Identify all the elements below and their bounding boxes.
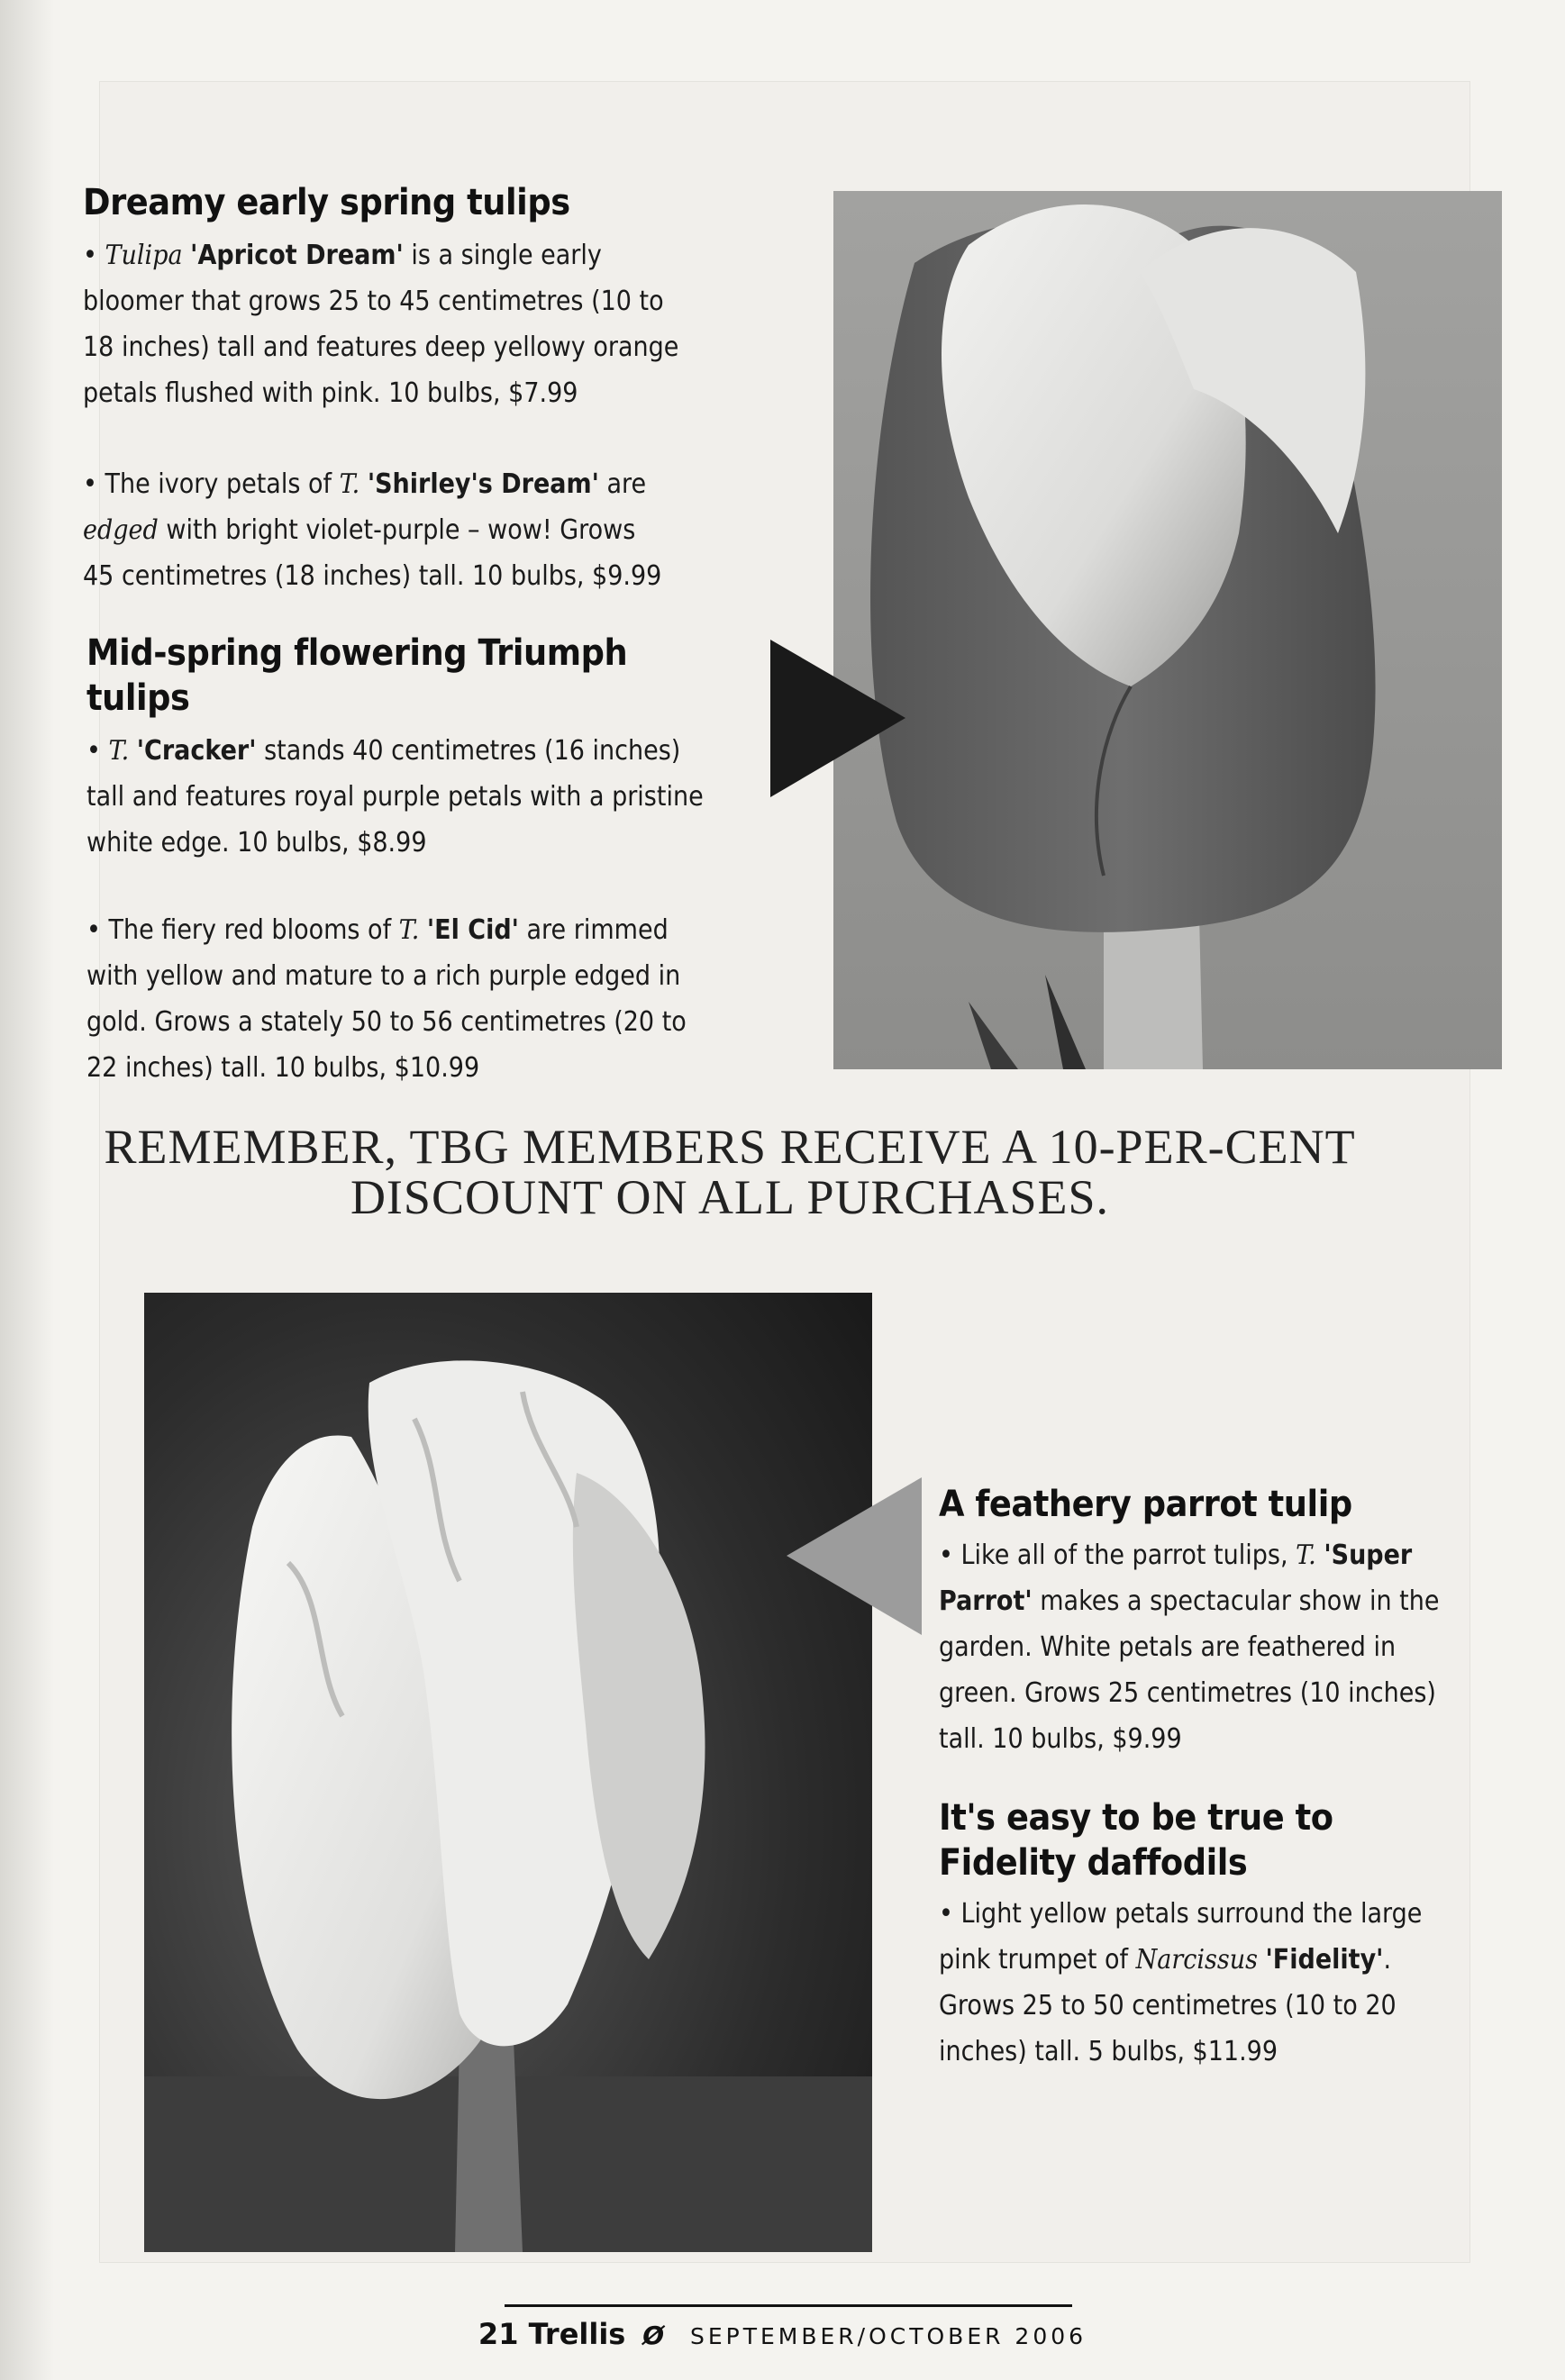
banner-line-1: REMEMBER, TBG MEMBERS RECEIVE A 10-PER-CENT: [104, 1120, 1356, 1174]
el-cid-description: • The fiery red blooms of T. 'El Cid' are rimmed with yellow and mature to a rich purple edged in gold. Grows a stately 50 to 56 centimetres (20 to 22 inches) tall. 10 bulbs, $10.99: [86, 914, 687, 1084]
apricot-dream-description: • Tulipa 'Apricot Dream' is a single early bloomer that grows 25 to 45 centimetres (10 to 18 inches) tall and features deep yellowy orange petals flushed with pink. 10 bulbs, $7.99: [83, 240, 679, 409]
member-discount-banner: [90, 1122, 1369, 1222]
fidelity-description: • Light yellow petals surround the large pink trumpet of Narcissus 'Fidelity'. Grows 25 to 50 centimetres (10 to 20 inches) tall. 5 bulbs, $11.99: [939, 1898, 1423, 2067]
parrot-tulip-photo: [144, 1293, 872, 2252]
issue-date: SEPTEMBER/OCTOBER 2006: [689, 2323, 1087, 2349]
pointer-arrow-left: [787, 1477, 922, 1635]
page-gutter-shadow: [0, 0, 54, 2380]
section-heading-line-1: It's easy to be true to: [939, 1797, 1333, 1839]
mid-tulips-section: [86, 631, 771, 1091]
parrot-tulip-stem: [455, 2040, 523, 2252]
footer-rule: [505, 2304, 1072, 2307]
shirleys-dream-description: • The ivory petals of T. 'Shirley's Dream' are edged with bright violet-purple – wow! Grows 45 centimetres (18 inches) tall. 10 bulbs, $9.99: [83, 468, 662, 592]
banner-line-2: DISCOUNT ON ALL PURCHASES.: [350, 1170, 1110, 1224]
early-tulips-section: [83, 180, 768, 599]
pointer-arrow-right: [770, 640, 905, 797]
super-parrot-description: • Like all of the parrot tulips, T. 'Super Parrot' makes a spectacular show in the garden. White petals are feathered in green. Grows 25 centimetres (10 inches) tall. 10 bulbs, $9.99: [939, 1540, 1440, 1755]
section-heading: Dreamy early spring tulips: [83, 182, 570, 223]
section-heading-line-2: Fidelity daffodils: [939, 1842, 1248, 1884]
section-heading: A feathery parrot tulip: [939, 1484, 1352, 1525]
tulip-photo-top: [833, 191, 1502, 1069]
fidelity-daffodil-section: [939, 1795, 1497, 2075]
parrot-tulip-section: [939, 1482, 1497, 1762]
page-footer: [0, 2317, 1565, 2351]
section-heading: Mid-spring flowering Triumph tulips: [86, 632, 628, 719]
trellis-logo-icon: Ø: [642, 2321, 665, 2350]
cracker-description: • T. 'Cracker' stands 40 centimetres (16 inches) tall and features royal purple petals with a pristine white edge. 10 bulbs, $8.99: [86, 735, 704, 858]
page-number-and-magazine: 21 Trellis: [478, 2317, 626, 2351]
